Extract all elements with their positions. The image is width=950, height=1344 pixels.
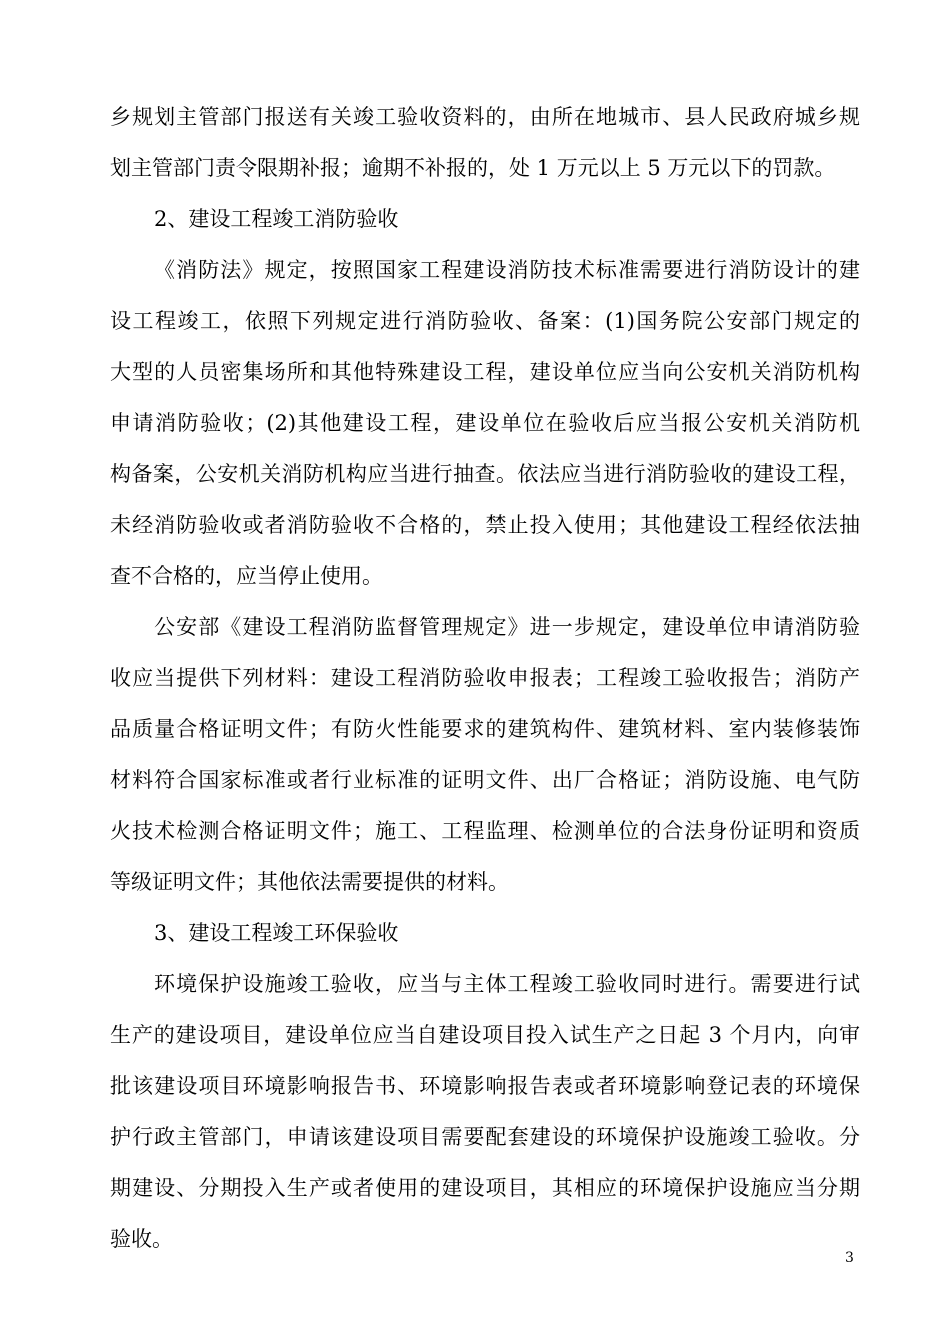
text-line: 构备案，公安机关消防机构应当进行抽查。依法应当进行消防验收的建设工程， — [110, 462, 860, 486]
text-line: 未经消防验收或者消防验收不合格的，禁止投入使用；其他建设工程经依法抽 — [110, 513, 860, 537]
text-line: 环境保护设施竣工验收，应当与主体工程竣工验收同时进行。需要进行试 — [154, 972, 860, 996]
text-line: 等级证明文件；其他依法需要提供的材料。 — [110, 870, 509, 894]
text-line: 生产的建设项目，建设单位应当自建设项目投入试生产之日起 3 个月内，向审 — [110, 1023, 860, 1047]
section-heading: 2、建设工程竣工消防验收 — [154, 207, 399, 231]
text-line: 查不合格的，应当停止使用。 — [110, 564, 383, 588]
text-line: 期建设、分期投入生产或者使用的建设项目，其相应的环境保护设施应当分期 — [110, 1176, 860, 1200]
text-line: 护行政主管部门，申请该建设项目需要配套建设的环境保护设施竣工验收。分 — [110, 1125, 860, 1149]
text-line: 材料符合国家标准或者行业标准的证明文件、出厂合格证；消防设施、电气防 — [110, 768, 860, 792]
text-line: 验收。 — [110, 1227, 173, 1251]
section-heading: 3、建设工程竣工环保验收 — [154, 921, 399, 945]
text-line: 大型的人员密集场所和其他特殊建设工程，建设单位应当向公安机关消防机构 — [110, 360, 860, 384]
document-body — [110, 92, 860, 1265]
text-line: 批该建设项目环境影响报告书、环境影响报告表或者环境影响登记表的环境保 — [110, 1074, 860, 1098]
text-line: 乡规划主管部门报送有关竣工验收资料的，由所在地城市、县人民政府城乡规 — [110, 105, 860, 129]
text-line: 《消防法》规定，按照国家工程建设消防技术标准需要进行消防设计的建 — [154, 258, 860, 282]
text-line: 划主管部门责令限期补报；逾期不补报的，处 1 万元以上 5 万元以下的罚款。 — [110, 156, 836, 180]
text-line: 设工程竣工，依照下列规定进行消防验收、备案：(1)国务院公安部门规定的 — [110, 309, 860, 333]
text-line: 公安部《建设工程消防监督管理规定》进一步规定，建设单位申请消防验 — [154, 615, 860, 639]
text-line: 品质量合格证明文件；有防火性能要求的建筑构件、建筑材料、室内装修装饰 — [110, 717, 860, 741]
page-number: 3 — [845, 1250, 854, 1266]
text-line: 收应当提供下列材料：建设工程消防验收申报表；工程竣工验收报告；消防产 — [110, 666, 860, 690]
text-line: 火技术检测合格证明文件；施工、工程监理、检测单位的合法身份证明和资质 — [110, 819, 860, 843]
text-line: 申请消防验收；(2)其他建设工程，建设单位在验收后应当报公安机关消防机 — [110, 411, 860, 435]
